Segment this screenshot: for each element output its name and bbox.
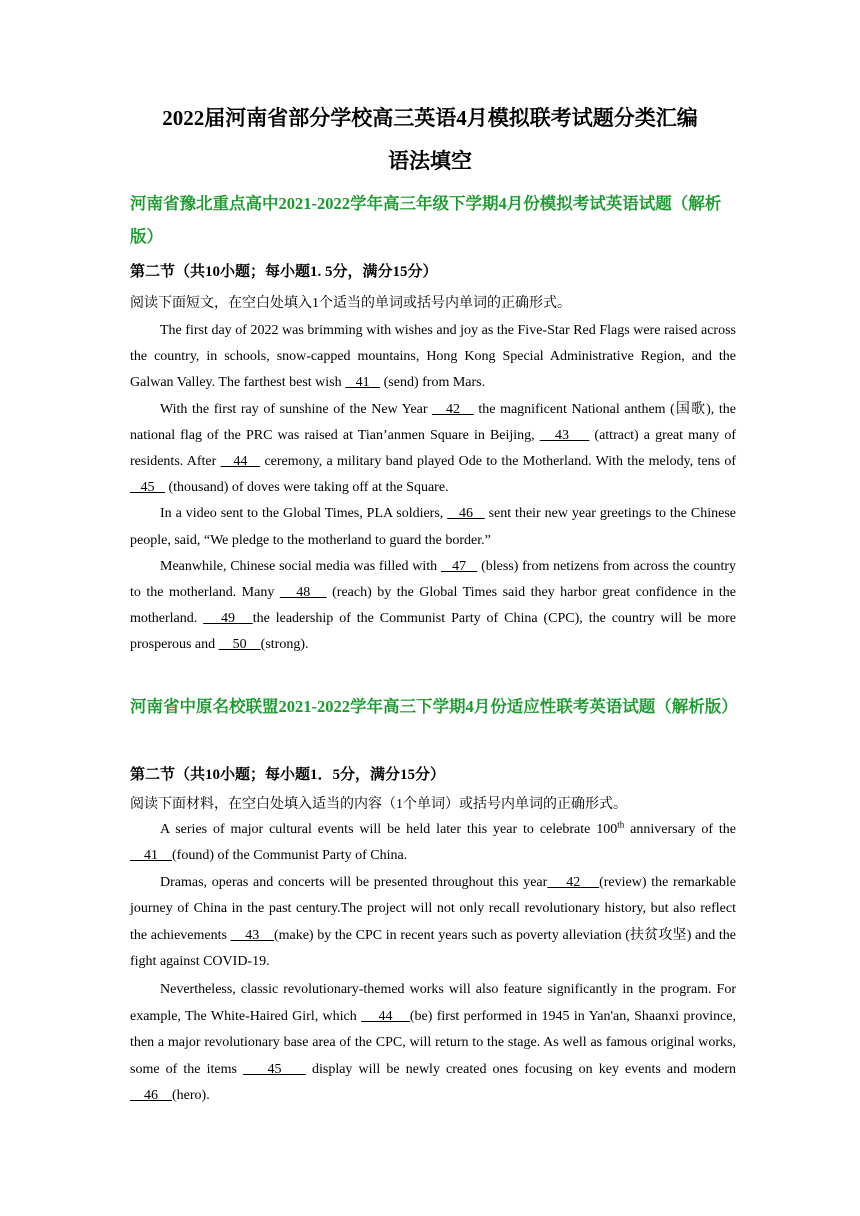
section1-part-heading: 第二节（共10小题；每小题1. 5分，满分15分）	[130, 264, 438, 280]
section2-part-heading: 第二节（共10小题；每小题1．5分，满分15分）	[130, 767, 446, 783]
blank-2-42: 42	[547, 874, 600, 890]
section1-paragraph-4: Meanwhile, Chinese social media was filled with 47 (bless) from netizens from across the country to the motherland. Many 48 (reach) by the Global Times said they harbor great confidence in the motherland. 49 the leadership of the Communist Party of China (CPC), the country will be more prosperous and 50 (strong).	[130, 558, 737, 653]
blank-44: 44	[220, 454, 261, 470]
section2-paragraph-2: Dramas, operas and concerts will be presented throughout this year 42 (review) the remarkable journey of China in the past century.The project will not only recall revolutionary history, but also reflect the achievements 43 (make) by the CPC in recent years such as poverty alleviation (扶贫攻坚) and the fight against COVID-19.	[130, 874, 737, 970]
section1-paragraph-1: The first day of 2022 was brimming with wishes and joy as the Five-Star Red Flags were raised across the country, in schools, snow-capped mountains, Hong Kong Special Administrative Region, and the Galwan Valley. The farthest best wish 41 (send) from Mars.	[130, 323, 736, 391]
blank-47: 47	[440, 558, 478, 574]
section2-paragraph-3: Nevertheless, classic revolutionary-themed works will also feature significantly in the program. For example, The White-Haired Girl, which 44 (be) first performed in 1945 in Yan'an, Shaanxi province, then a major revolutionary base area of the CPC, will return to the stage. As well as famous original works, some of the items 45 display will be newly created ones focusing on key events and modern 46 (hero).	[130, 982, 737, 1104]
section1-source-title: 河南省豫北重点高中2021-2022学年高三年级下学期4月份模拟考试英语试题（解析版）	[130, 194, 722, 246]
section1-passage	[130, 318, 736, 659]
blank-2-41: 41	[130, 848, 172, 864]
section2-source-title: 河南省中原名校联盟2021-2022学年高三下学期4月份适应性联考英语试题（解析版）	[130, 697, 738, 716]
blank-48: 48	[279, 585, 327, 601]
blank-42: 42	[432, 401, 474, 417]
section1-instruction: 阅读下面短文，在空白处填入1个适当的单词或括号内单词的正确形式。	[130, 296, 571, 311]
blank-2-46: 46	[130, 1088, 172, 1104]
blank-50: 50	[218, 637, 261, 653]
blank-49: 49	[203, 611, 253, 627]
document-subtitle: 语法填空	[388, 149, 472, 173]
superscript-th: th	[617, 819, 625, 830]
section1-paragraph-3: In a video sent to the Global Times, PLA soldiers, 46 sent their new year greetings to the Chinese people, said, “We pledge to the motherland to guard the border.”	[130, 506, 737, 548]
section2-passage	[130, 817, 736, 1109]
blank-2-45: 45	[243, 1061, 306, 1077]
blank-46: 46	[447, 506, 485, 522]
blank-2-44: 44	[361, 1008, 410, 1024]
section1-paragraph-2: With the first ray of sunshine of the New Year 42 the magnificent National anthem (国歌), the national flag of the PRC was raised at Tian’anmen Square in Beijing, 43 (attract) a great many of residents. After 44 ceremony, a military band played Ode to the Motherland. With the melody, tens of 45 (thousand) of doves were taking off at the Square.	[130, 401, 737, 496]
blank-45: 45	[130, 480, 165, 496]
blank-43: 43	[539, 427, 590, 443]
blank-41: 41	[345, 375, 381, 391]
section2-instruction: 阅读下面材料，在空白处填入适当的内容（1个单词）或括号内单词的正确形式。	[130, 797, 627, 812]
blank-2-43: 43	[230, 927, 274, 943]
document-title: 2022届河南省部分学校高三英语4月模拟联考试题分类汇编	[162, 106, 698, 130]
section2-paragraph-1: A series of major cultural events will be held later this year to celebrate 100th anniversary of the 41 (found) of the Communist Party of China.	[130, 819, 736, 864]
